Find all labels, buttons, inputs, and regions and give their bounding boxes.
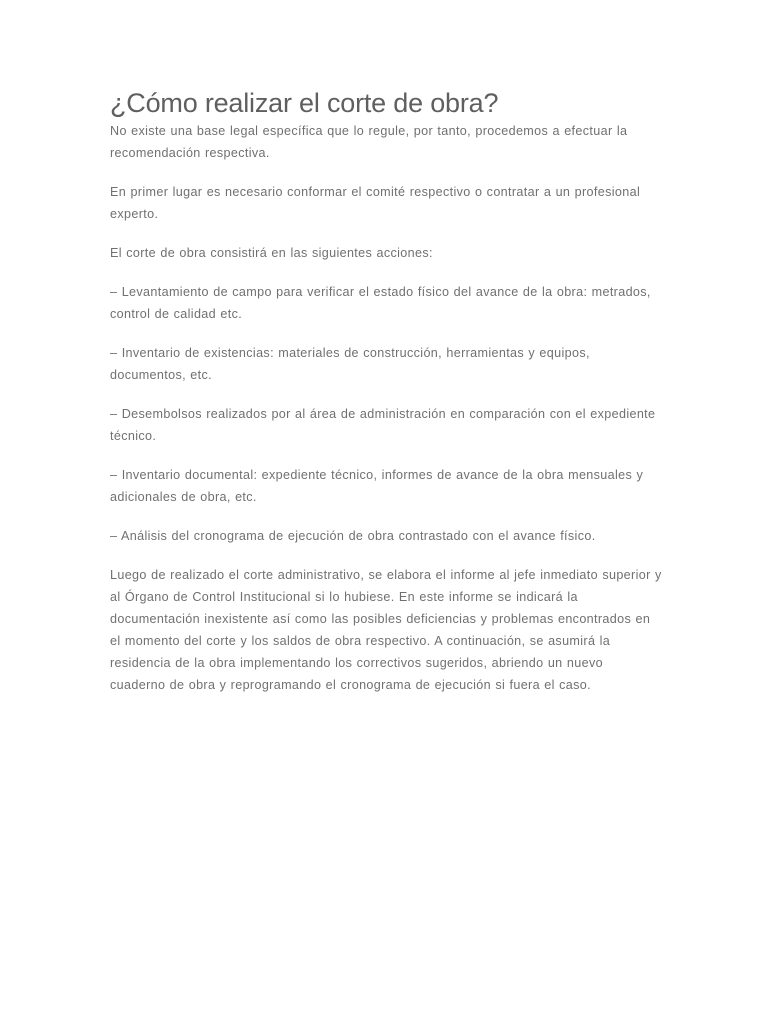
paragraph-committee: En primer lugar es necesario conformar el comité respectivo o contratar a un profesional experto.	[110, 185, 641, 221]
paragraph-actions-intro: El corte de obra consistirá en las siguientes acciones:	[110, 246, 433, 260]
list-item-documentary-inventory: – Inventario documental: expediente técnico, informes de avance de la obra mensuales y adicionales de obra, etc.	[110, 468, 644, 504]
list-item-schedule-analysis: – Análisis del cronograma de ejecución de obra contrastado con el avance físico.	[110, 529, 596, 543]
list-item-inventory: – Inventario de existencias: materiales de construcción, herramientas y equipos, documentos, etc.	[110, 346, 590, 382]
paragraph-conclusion: Luego de realizado el corte administrativo, se elabora el informe al jefe inmediato superior y al Órgano de Control Institucional si lo hubiese. En este informe se indicará la documentación inexistente así como las posibles deficiencias y problemas encontrados en el momento del corte y los saldos de obra respectivo. A continuación, se asumirá la residencia de la obra implementando los correctivos sugeridos, abriendo un nuevo cuaderno de obra y reprogramando el cronograma de ejecución si fuera el caso.	[110, 568, 662, 692]
document-page	[110, 86, 662, 713]
paragraph-intro: No existe una base legal específica que lo regule, por tanto, procedemos a efectuar la recomendación respectiva.	[110, 124, 628, 160]
list-item-disbursements: – Desembolsos realizados por al área de administración en comparación con el expediente técnico.	[110, 407, 656, 443]
page-title: ¿Cómo realizar el corte de obra?	[110, 88, 499, 118]
list-item-field-survey: – Levantamiento de campo para verificar el estado físico del avance de la obra: metrados, control de calidad etc.	[110, 285, 651, 321]
